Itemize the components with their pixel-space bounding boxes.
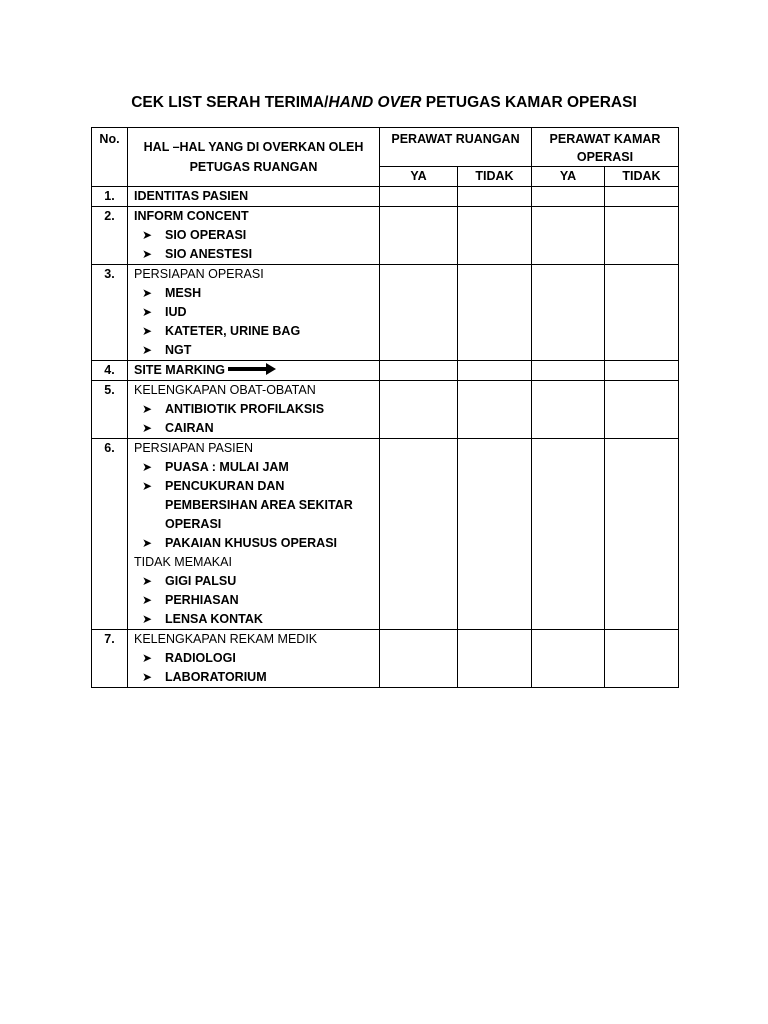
arrowhead-bullet-icon: ➤ bbox=[142, 402, 153, 416]
arrowhead-bullet-icon: ➤ bbox=[142, 421, 153, 435]
check-cell-tidak-ruangan[interactable] bbox=[458, 207, 532, 265]
table-row bbox=[92, 207, 679, 265]
arrowhead-bullet-icon: ➤ bbox=[142, 324, 153, 338]
check-cell-ya-kamar[interactable] bbox=[532, 381, 605, 439]
check-cell-ya-kamar[interactable] bbox=[532, 265, 605, 361]
list-item-label: PUASA : MULAI JAM bbox=[165, 460, 289, 474]
row-content bbox=[128, 207, 380, 265]
check-cell-ya-ruangan[interactable] bbox=[380, 207, 458, 265]
list-item-label: PENCUKURAN DAN PEMBERSIHAN AREA SEKITAR OPERASI bbox=[165, 479, 353, 531]
right-arrow-icon bbox=[228, 363, 276, 375]
row-number: 6. bbox=[92, 439, 128, 630]
row-label-text: KELENGKAPAN REKAM MEDIK bbox=[134, 632, 318, 646]
arrowhead-bullet-icon: ➤ bbox=[142, 574, 153, 588]
check-cell-ya-ruangan[interactable] bbox=[380, 265, 458, 361]
arrowhead-bullet-icon: ➤ bbox=[142, 479, 153, 493]
list-item-label: SIO OPERASI bbox=[165, 228, 247, 242]
header-no: No. bbox=[92, 128, 128, 187]
check-cell-tidak-kamar[interactable] bbox=[605, 630, 679, 688]
arrowhead-bullet-icon: ➤ bbox=[142, 286, 153, 300]
row-label-text: KELENGKAPAN OBAT-OBATAN bbox=[134, 383, 316, 397]
row-number: 3. bbox=[92, 265, 128, 361]
list-item-label: MESH bbox=[165, 286, 202, 300]
row-label-text: PERSIAPAN OPERASI bbox=[134, 267, 264, 281]
check-cell-ya-ruangan[interactable] bbox=[380, 361, 458, 381]
row-label bbox=[134, 381, 373, 400]
check-cell-tidak-kamar[interactable] bbox=[605, 439, 679, 630]
list-item-label: ANTIBIOTIK PROFILAKSIS bbox=[165, 402, 325, 416]
list-item-label: IUD bbox=[165, 305, 187, 319]
list-item bbox=[134, 400, 373, 419]
arrowhead-bullet-icon: ➤ bbox=[142, 305, 153, 319]
row-number: 2. bbox=[92, 207, 128, 265]
list-item bbox=[134, 226, 373, 245]
arrowhead-bullet-icon: ➤ bbox=[142, 651, 153, 665]
row-label-text: SITE MARKING bbox=[134, 363, 225, 377]
check-cell-ya-ruangan[interactable] bbox=[380, 439, 458, 630]
check-cell-tidak-ruangan[interactable] bbox=[458, 265, 532, 361]
check-cell-tidak-ruangan[interactable] bbox=[458, 187, 532, 207]
header-hal: HAL –HAL YANG DI OVERKAN OLEH PETUGAS RUANGAN bbox=[128, 128, 380, 187]
header-ya-ruangan: YA bbox=[380, 167, 458, 187]
list-item bbox=[134, 649, 373, 668]
arrowhead-bullet-icon: ➤ bbox=[142, 343, 153, 357]
row-label bbox=[134, 439, 373, 458]
check-cell-ya-ruangan[interactable] bbox=[380, 187, 458, 207]
title-part2: HAND OVER bbox=[328, 94, 422, 111]
row-number: 7. bbox=[92, 630, 128, 688]
row-label-text: PERSIAPAN PASIEN bbox=[134, 441, 254, 455]
row-sublabel: TIDAK MEMAKAI bbox=[134, 555, 232, 569]
header-perawat-kamar-operasi: PERAWAT KAMAR OPERASI bbox=[532, 128, 679, 167]
title-part3: PETUGAS KAMAR OPERASI bbox=[421, 94, 637, 111]
arrowhead-bullet-icon: ➤ bbox=[142, 536, 153, 550]
list-item-label: PAKAIAN KHUSUS OPERASI bbox=[165, 536, 338, 550]
arrowhead-bullet-icon: ➤ bbox=[142, 247, 153, 261]
check-cell-tidak-kamar[interactable] bbox=[605, 381, 679, 439]
check-cell-tidak-kamar[interactable] bbox=[605, 187, 679, 207]
row-label bbox=[134, 187, 373, 206]
header-perawat-ruangan: PERAWAT RUANGAN bbox=[380, 128, 532, 167]
row-content bbox=[128, 630, 380, 688]
header-tidak-ruangan: TIDAK bbox=[458, 167, 532, 187]
list-item bbox=[134, 572, 373, 591]
row-content bbox=[128, 265, 380, 361]
list-item-label: LENSA KONTAK bbox=[165, 612, 263, 626]
check-cell-tidak-ruangan[interactable] bbox=[458, 381, 532, 439]
check-cell-ya-kamar[interactable] bbox=[532, 207, 605, 265]
list-item bbox=[134, 303, 373, 322]
check-cell-tidak-kamar[interactable] bbox=[605, 361, 679, 381]
check-cell-ya-kamar[interactable] bbox=[532, 187, 605, 207]
list-item bbox=[134, 458, 373, 477]
arrowhead-bullet-icon: ➤ bbox=[142, 593, 153, 607]
table-row bbox=[92, 630, 679, 688]
list-item bbox=[134, 322, 373, 341]
checklist-body bbox=[92, 187, 679, 688]
row-content bbox=[128, 381, 380, 439]
header-tidak-kamar: TIDAK bbox=[605, 167, 679, 187]
check-cell-tidak-ruangan[interactable] bbox=[458, 361, 532, 381]
row-number: 4. bbox=[92, 361, 128, 381]
list-item-label: KATETER, URINE BAG bbox=[165, 324, 301, 338]
arrowhead-bullet-icon: ➤ bbox=[142, 460, 153, 474]
list-item bbox=[134, 341, 373, 360]
table-row bbox=[92, 187, 679, 207]
row-number: 5. bbox=[92, 381, 128, 439]
checklist-table bbox=[91, 127, 679, 688]
row-label-text: IDENTITAS PASIEN bbox=[134, 189, 249, 203]
check-cell-tidak-kamar[interactable] bbox=[605, 207, 679, 265]
check-cell-tidak-kamar[interactable] bbox=[605, 265, 679, 361]
table-row bbox=[92, 265, 679, 361]
check-cell-ya-ruangan[interactable] bbox=[380, 381, 458, 439]
arrowhead-bullet-icon: ➤ bbox=[142, 612, 153, 626]
list-item bbox=[134, 668, 373, 687]
list-item-label: NGT bbox=[165, 343, 192, 357]
table-row bbox=[92, 361, 679, 381]
list-item bbox=[134, 245, 373, 264]
arrowhead-bullet-icon: ➤ bbox=[142, 670, 153, 684]
list-item-label: LABORATORIUM bbox=[165, 670, 267, 684]
list-item bbox=[134, 610, 373, 629]
check-cell-ya-kamar[interactable] bbox=[532, 439, 605, 630]
list-item-label: CAIRAN bbox=[165, 421, 214, 435]
header-ya-kamar: YA bbox=[532, 167, 605, 187]
check-cell-ya-kamar[interactable] bbox=[532, 361, 605, 381]
check-cell-tidak-ruangan[interactable] bbox=[458, 439, 532, 630]
list-item bbox=[134, 419, 373, 438]
row-label bbox=[134, 361, 373, 380]
check-cell-tidak-ruangan[interactable] bbox=[458, 630, 532, 688]
row-label-text: INFORM CONCENT bbox=[134, 209, 249, 223]
table-row bbox=[92, 381, 679, 439]
row-label bbox=[134, 265, 373, 284]
row-content bbox=[128, 361, 380, 381]
list-item-label: PERHIASAN bbox=[165, 593, 239, 607]
row-label bbox=[134, 207, 373, 226]
list-item bbox=[134, 477, 373, 534]
check-cell-ya-ruangan[interactable] bbox=[380, 630, 458, 688]
list-item-label: SIO ANESTESI bbox=[165, 247, 253, 261]
list-item bbox=[134, 591, 373, 610]
arrowhead-bullet-icon: ➤ bbox=[142, 228, 153, 242]
row-label bbox=[134, 630, 373, 649]
list-item bbox=[134, 534, 373, 553]
title-part1: CEK LIST SERAH TERIMA/ bbox=[131, 94, 329, 111]
list-item-label: RADIOLOGI bbox=[165, 651, 236, 665]
list-item bbox=[134, 284, 373, 303]
list-item-label: GIGI PALSU bbox=[165, 574, 237, 588]
page-title bbox=[0, 94, 768, 112]
table-row bbox=[92, 439, 679, 630]
row-content bbox=[128, 187, 380, 207]
check-cell-ya-kamar[interactable] bbox=[532, 630, 605, 688]
row-content bbox=[128, 439, 380, 630]
row-number: 1. bbox=[92, 187, 128, 207]
